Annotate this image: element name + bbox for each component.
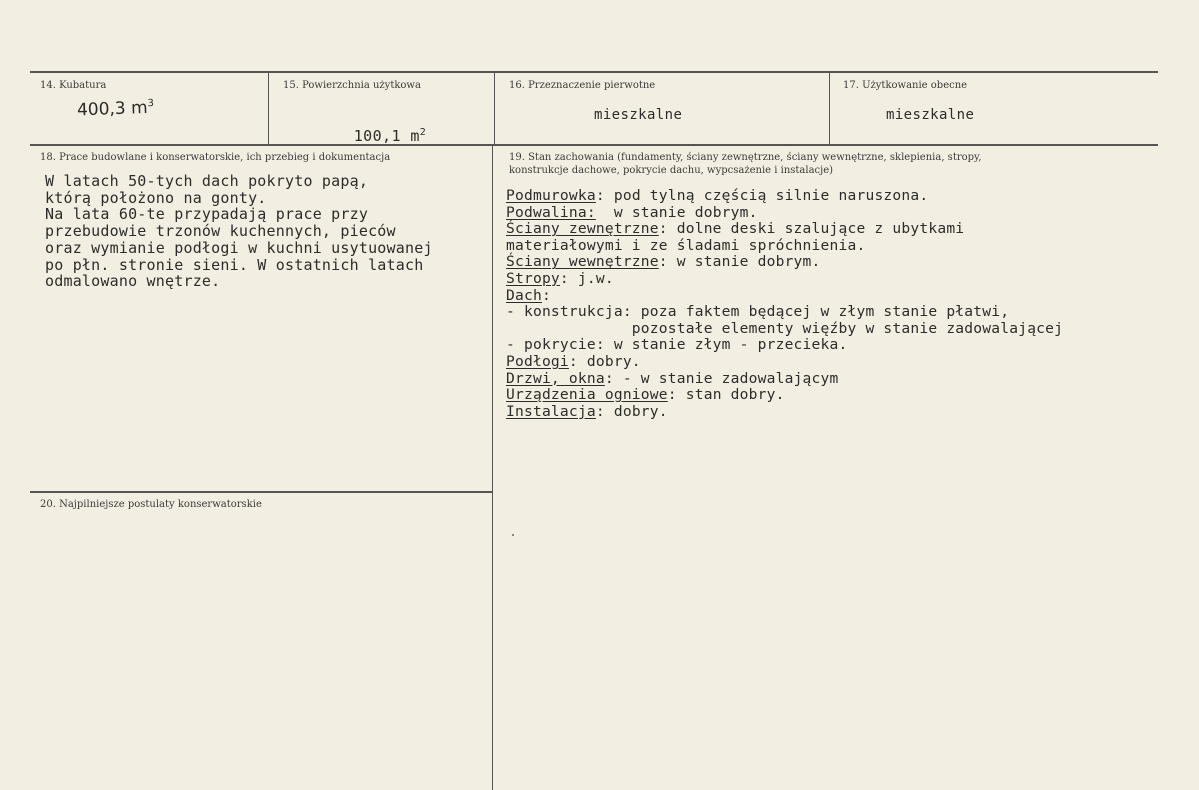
stan-key: Ściany zewnętrzne [506,220,659,238]
stan-line: Stropy: j.w. [506,269,614,287]
stan-key: Podwalina: [506,203,596,221]
stan-line: Drzwi, okna: - w stanie zadowalającym [506,369,839,387]
stan-line: Dach: [506,286,551,304]
uzytkowanie-label: 17. Użytkowanie obecne [843,80,968,91]
stan-line: Instalacja: dobry. [506,402,668,420]
stan-key: Ściany wewnętrzne [506,253,659,271]
stan-line: Ściany wewnętrzne: w stanie dobrym. [506,253,821,271]
stan-line: Urządzenia ogniowe: stan dobry. [506,386,785,404]
divider-15-16 [494,72,495,144]
prace-text [45,173,433,290]
stan-line: pozostałe elementy więźby w stanie zadowalającej [506,319,1064,337]
postulaty-label: 20. Najpilniejsze postulaty konserwatorskie [40,499,262,510]
prace-line: odmalowano wnętrze. [45,272,221,291]
stan-line: Podwalina: w stanie dobrym. [506,203,758,221]
stan-label-line2: konstrukcje dachowe, pokrycie dachu, wypcsażenie i instalacje) [509,165,834,176]
powierzchnia-value: 100,1 $m^2$ [353,127,427,145]
prace-line: Na lata 60-te przypadają prace przy [45,205,369,224]
ink-speck [512,534,514,536]
header-bottom-rule [30,144,1158,146]
stan-label-line1: 19. Stan zachowania (fundamenty, ściany zewnętrzne, ściany wewnętrzne, sklepienia, stropy, [509,152,982,163]
stan-key: Instalacja [506,402,596,420]
divider-16-17 [829,72,830,144]
powierzchnia-label: 15. Powierzchnia użytkowa [283,80,421,91]
kubatura-label: 14. Kubatura [40,80,107,91]
stan-key: Stropy [506,269,560,287]
divider-14-15 [268,72,269,144]
prace-line: W latach 50-tych dach pokryto papą, [45,172,369,190]
prace-line: oraz wymianie podłogi w kuchni usytuowanej [45,238,433,257]
stan-line: - pokrycie: w stanie złym - przecieka. [506,336,848,354]
main-vertical-divider [492,145,493,790]
stan-line: - konstrukcja: poza faktem będącej w złym stanie płatwi, [506,303,1010,321]
przeznaczenie-label: 16. Przeznaczenie pierwotne [509,80,656,91]
kubatura-value: 400,3 $m^3$ [76,97,155,121]
stan-text [506,188,1063,420]
stan-line: materiałowymi i ze śladami spróchnienia. [506,236,866,254]
prace-label: 18. Prace budowlane i konserwatorskie, ich przebieg i dokumentacja [40,152,391,163]
prace-line: przebudowie trzonów kuchennych, pieców [45,222,396,241]
stan-key: Podmurowka [506,187,596,204]
stan-key: Drzwi, okna [506,369,605,387]
prace-line: którą położono na gonty. [45,188,267,207]
przeznaczenie-value: mieszkalne [594,107,683,123]
stan-line: Ściany zewnętrzne: dolne deski szalujące z ubytkami [506,220,965,238]
stan-key: Dach [506,286,542,304]
section-18-20-rule [30,491,492,493]
top-rule [30,71,1158,73]
stan-line: Podmurowka: pod tylną częścią silnie naruszona. [506,187,929,204]
stan-key: Podłogi [506,352,569,370]
prace-line: po płn. stronie sieni. W ostatnich latach [45,255,424,274]
stan-key: Urządzenia ogniowe [506,386,668,404]
uzytkowanie-value: mieszkalne [886,107,975,123]
stan-line: Podłogi: dobry. [506,352,641,370]
